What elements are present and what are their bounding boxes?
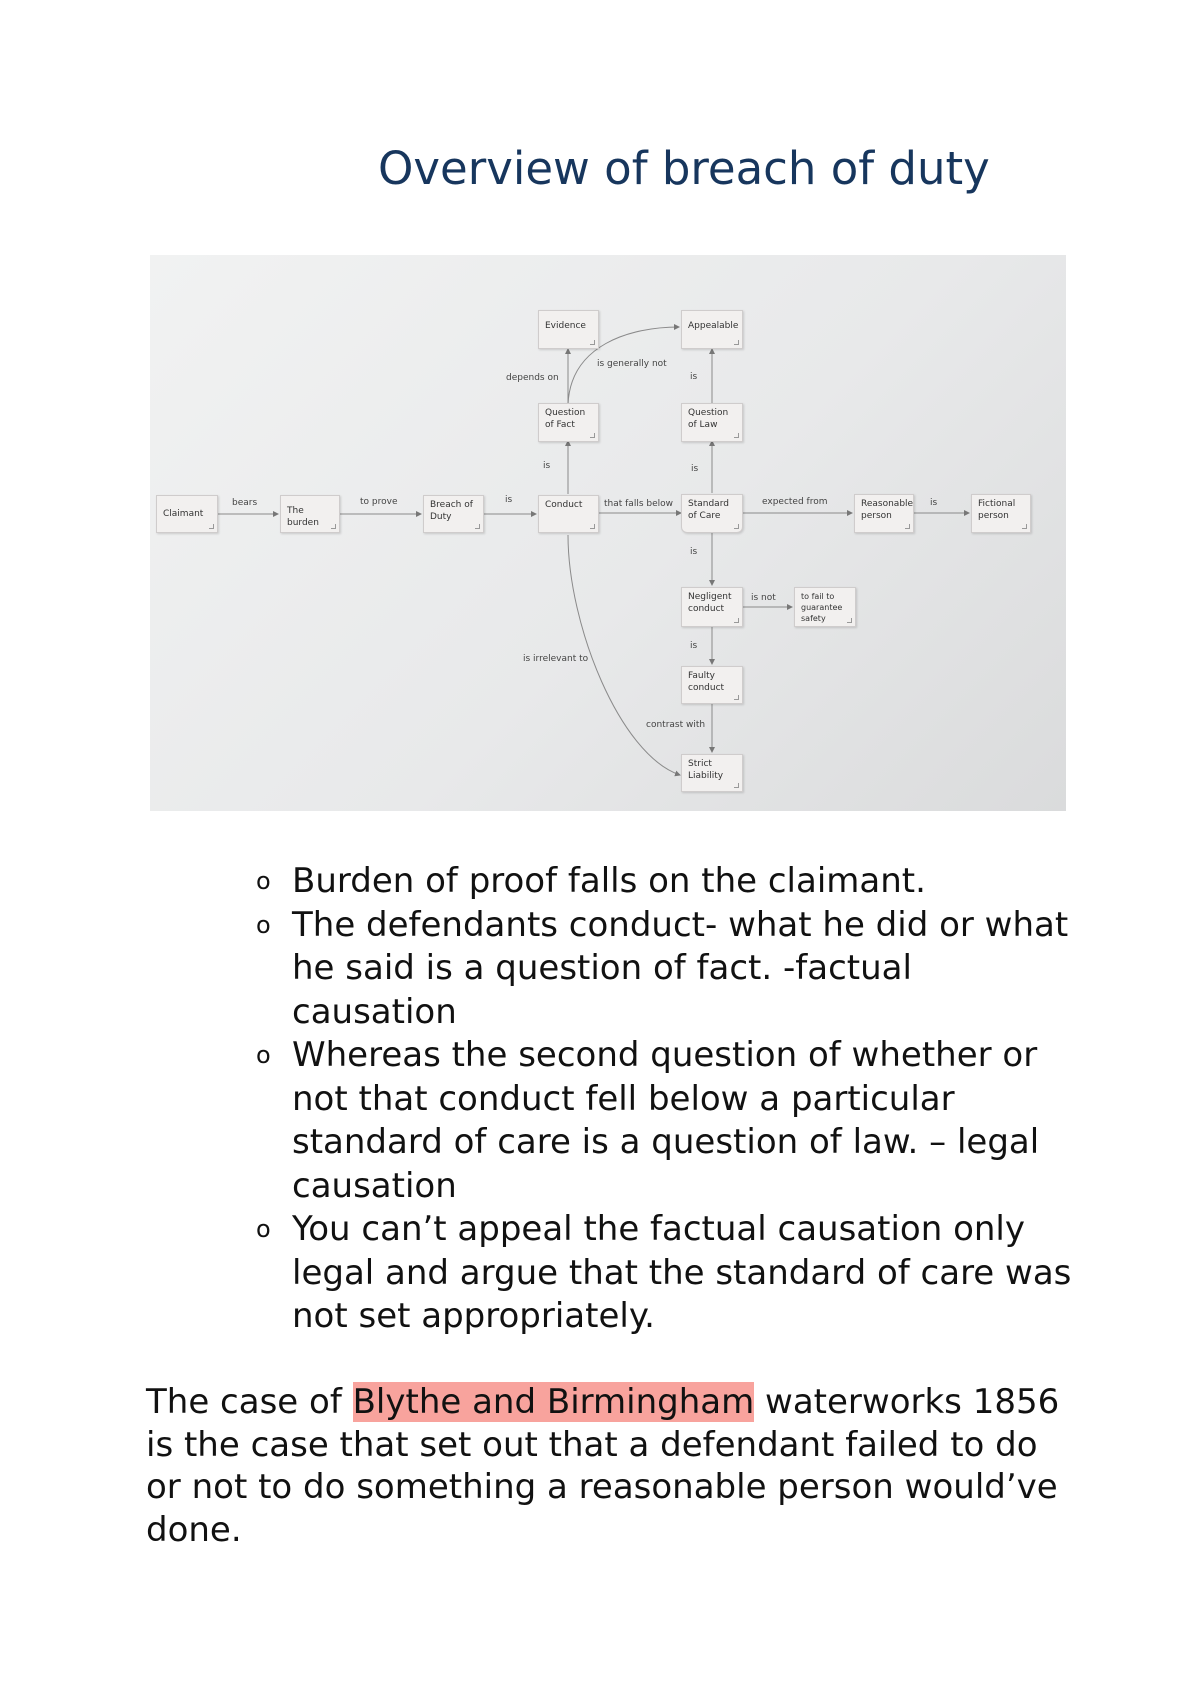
edge-label-generally-not: is generally not xyxy=(597,359,667,369)
bullet-list xyxy=(256,860,1076,1339)
circle-bullet-icon: o xyxy=(256,867,271,895)
node-appealable: Appealable xyxy=(681,310,743,349)
edge-label-is-faulty: is xyxy=(690,641,698,651)
edge-label-bears: bears xyxy=(232,498,258,508)
page-title: Overview of breach of duty xyxy=(378,142,990,195)
edge-label-expected-from: expected from xyxy=(762,497,828,507)
node-negligent-conduct: Negligent conduct xyxy=(681,587,743,627)
node-question-of-law: Question of Law xyxy=(681,403,743,442)
node-breach-of-duty: Breach of Duty xyxy=(423,495,484,533)
edge-label-is-not: is not xyxy=(751,593,776,603)
node-strict-liability: Strict Liability xyxy=(681,754,743,792)
node-guarantee-safety: to fail to guarantee safety xyxy=(794,587,856,627)
list-item: o Burden of proof falls on the claimant. xyxy=(256,860,1076,904)
node-question-of-fact: Question of Fact xyxy=(538,403,599,442)
node-the-burden: The burden xyxy=(280,495,340,533)
list-item: o The defendants conduct- what he did or what he said is a question of fact. -factual causation xyxy=(256,904,1069,1032)
edge-label-falls-below: that falls below xyxy=(604,499,673,509)
case-paragraph: The case of Blythe and Birmingham waterworks 1856 is the case that set out that a defendant failed to do or not to do something a reasonable person would’ve done. xyxy=(146,1382,1060,1550)
node-reasonable-person: Reasonable person xyxy=(854,494,914,533)
list-item: o Whereas the second question of whether or not that conduct fell below a particular standard of care is a question of law. – legal causation xyxy=(256,1035,1040,1206)
breach-of-duty-concept-map xyxy=(150,255,1066,811)
edge-label-is-fact: is xyxy=(543,461,551,471)
edge-label-is-negligent: is xyxy=(690,547,698,557)
edge-label-is-standard: is xyxy=(691,464,699,474)
edge-label-irrelevant: is irrelevant to xyxy=(523,654,589,664)
circle-bullet-icon: o xyxy=(256,1215,271,1243)
highlighted-case-name: Blythe and Birmingham xyxy=(352,1382,755,1422)
edge-label-is-law: is xyxy=(690,372,698,382)
edge-label-is-fictional: is xyxy=(930,498,938,508)
edge-label-depends-on: depends on xyxy=(506,373,559,383)
node-claimant: Claimant xyxy=(156,495,218,533)
node-evidence: Evidence xyxy=(538,310,599,349)
circle-bullet-icon: o xyxy=(256,1041,271,1069)
node-conduct: Conduct xyxy=(538,495,599,533)
list-item: o You can’t appeal the factual causation only legal and argue that the standard of care was not set appropriately. xyxy=(256,1209,1072,1336)
node-fictional-person: Fictional person xyxy=(971,494,1031,533)
edge-label-is-breach: is xyxy=(505,495,513,505)
edge-label-contrast: contrast with xyxy=(646,720,706,730)
node-standard-of-care: Standard of Care xyxy=(681,494,743,533)
edge-label-to-prove: to prove xyxy=(360,497,398,507)
circle-bullet-icon: o xyxy=(256,910,271,939)
node-faulty-conduct: Faulty conduct xyxy=(681,666,743,704)
connector-lines xyxy=(150,255,1066,811)
